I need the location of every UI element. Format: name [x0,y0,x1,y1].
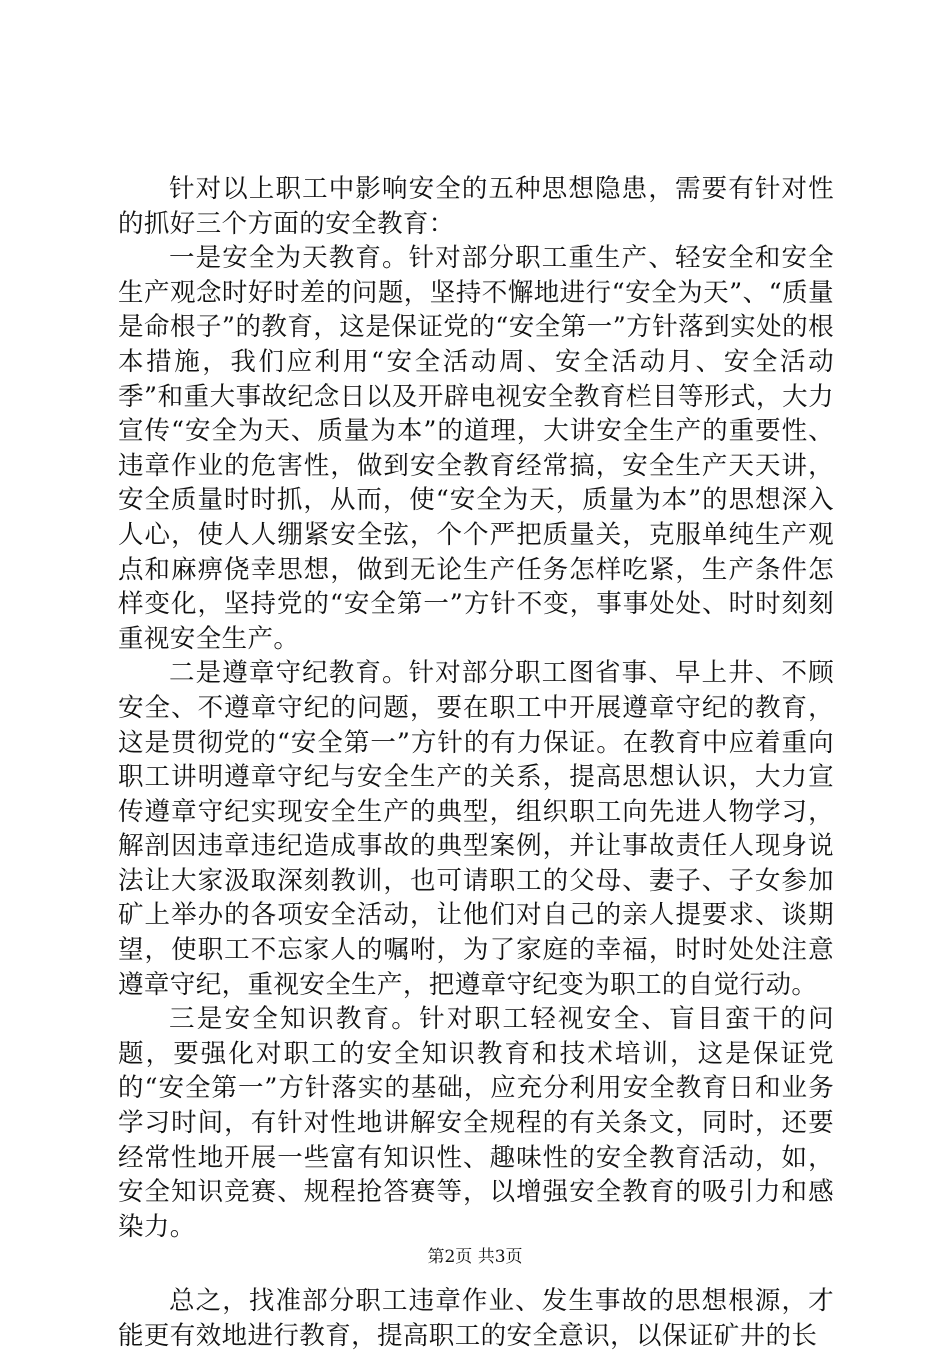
paragraph-rules-discipline-education: 二是遵章守纪教育。针对部分职工图省事、早上井、不顾安全、不遵章守纪的问题，要在职工中开展遵章守纪的教育，这是贯彻党的“安全第一”方针的有力保证。在教育中应着重向职工讲明遵章守纪与安全生产的关系，提高思想认识，大力宣传遵章守纪实现安全生产的典型，组织职工向先进人物学习，解剖因违章违纪造成事故的典型案例，并让事故责任人现身说法让大家汲取深刻教训，也可请职工的父母、妻子、子女参加矿上举办的各项安全活动，让他们对自己的亲人提要求、谈期望，使职工不忘家人的嘱咐，为了家庭的幸福，时时处处注意遵章守纪，重视安全生产，把遵章守纪变为职工的自觉行动。 [118,658,834,1000]
paragraph-intro: 针对以上职工中影响安全的五种思想隐患，需要有针对性的抓好三个方面的安全教育： [118,174,834,239]
paragraph-safety-first-education: 一是安全为天教育。针对部分职工重生产、轻安全和安全生产观念时好时差的问题，坚持不懈地进行“安全为天”、“质量是命根子”的教育，这是保证党的“安全第一”方针落到实处的根本措施，我们应利用“安全活动周、安全活动月、安全活动季”和重大事故纪念日以及开辟电视安全教育栏目等形式，大力宣传“安全为天、质量为本”的道理，大讲安全生产的重要性、违章作业的危害性，做到安全教育经常搞，安全生产天天讲，安全质量时时抓，从而，使“安全为天，质量为本”的思想深入人心，使人人绷紧安全弦，个个严把质量关，克服单纯生产观点和麻痹侥幸思想，做到无论生产任务怎样吃紧，生产条件怎样变化，坚持党的“安全第一”方针不变，事事处处、时时刻刻重视安全生产。 [118,243,834,654]
paragraph-conclusion: 总之，找准部分职工违章作业、发生事故的思想根源，才能更有效地进行教育，提高职工的安全意识，以保证矿井的长 [118,1286,834,1351]
page-number-footer: 第2页 共3页 [427,1247,523,1267]
paragraph-safety-knowledge-education: 三是安全知识教育。针对职工轻视安全、盲目蛮干的问题，要强化对职工的安全知识教育和技术培训，这是保证党的“安全第一”方针落实的基础，应充分利用安全教育日和业务学习时间，有针对性地讲解安全规程的有关条文，同时，还要经常性地开展一些富有知识性、趣味性的安全教育活动，如，安全知识竞赛、规程抢答赛等，以增强安全教育的吸引力和感染力。 [118,1004,834,1242]
document-body [118,172,834,1354]
